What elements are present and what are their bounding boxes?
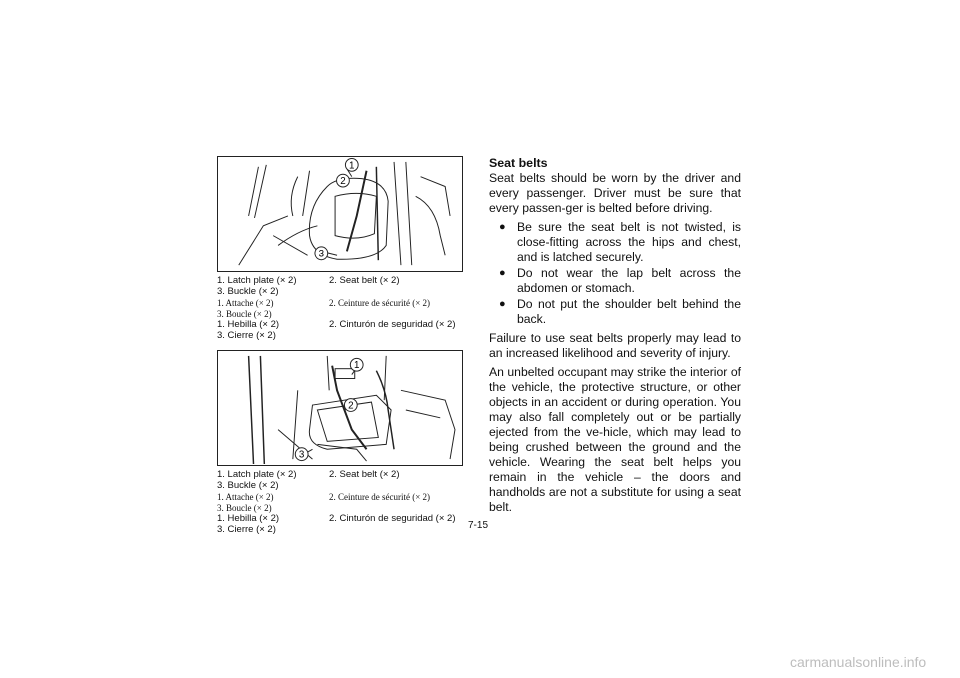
warning-list (489, 220, 741, 327)
caption-item (329, 503, 467, 514)
caption-item (329, 331, 467, 342)
caption-item: 2. Ceinture de sécurité (× 2) (329, 298, 431, 308)
caption-item: 3. Cierre (× 2) (217, 523, 276, 535)
caption-item: 2. Seat belt (× 2) (329, 469, 400, 480)
caption-item (329, 287, 467, 298)
caption-item: 2. Seat belt (× 2) (329, 275, 400, 286)
caption-item: 1. Attache (× 2) (217, 492, 274, 502)
list-item: ● Do not wear the lap belt across the abdomen or stomach. (489, 266, 741, 296)
figure-1-illustration (217, 156, 463, 272)
figure-2-caption-es (217, 514, 467, 535)
seat-belt-illustration-2 (218, 351, 462, 465)
watermark: carmanualsonline.info (790, 654, 927, 670)
caption-item: 2. Ceinture de sécurité (× 2) (329, 492, 431, 502)
section-heading: Seat belts (489, 156, 548, 170)
callout-3: 3 (298, 449, 305, 461)
callout-2: 2 (348, 400, 354, 412)
caption-item: 3. Boucle (× 2) (217, 502, 272, 513)
caption-item: 2. Cinturón de seguridad (× 2) (329, 513, 456, 524)
caption-item: 3. Cierre (× 2) (217, 329, 276, 341)
caption-item: 2. Cinturón de seguridad (× 2) (329, 319, 456, 330)
caption-item: 1. Attache (× 2) (217, 298, 274, 308)
unbelted-paragraph: An unbelted occupant may strike the interior of the vehicle, the protective structure, or other objects in an accident or during operation. You may also fall completely out or be partially ejected from the ve-hicle, which may lead to being crushed between the ground and the vehicle. Wearing the seat belt helps you remain in the vehicle – the doors and handholds are not a substitute for using a seat belt. (489, 365, 741, 514)
intro-paragraph: Seat belts should be worn by the driver and every passenger. Driver must be sure that every passen-ger is belted before driving. (489, 171, 741, 215)
caption-item: 1. Latch plate (× 2) (217, 469, 297, 480)
figure-1-caption-es (217, 320, 467, 341)
seat-belts-section (489, 156, 741, 519)
bullet-icon: ● (499, 298, 506, 310)
figure-2-illustration (217, 350, 463, 466)
callout-3: 3 (318, 248, 325, 260)
bullet-icon: ● (499, 267, 506, 279)
caption-item (329, 309, 467, 320)
figure-1-callouts (315, 158, 358, 259)
page-number: 7-15 (468, 520, 489, 531)
list-item: ● Be sure the seat belt is not twisted, is close-fitting across the hips and chest, and is latched securely. (489, 220, 741, 265)
caption-item: 1. Latch plate (× 2) (217, 275, 297, 286)
caption-item: 3. Buckle (× 2) (217, 285, 279, 297)
caption-item (329, 481, 467, 492)
caption-item: 1. Hebilla (× 2) (217, 513, 280, 524)
callout-2: 2 (340, 176, 346, 188)
figure-1-caption-fr (217, 298, 467, 319)
failure-paragraph: Failure to use seat belts properly may lead to an increased likelihood and severity of injury. (489, 331, 741, 360)
caption-item (329, 525, 467, 536)
callout-1: 1 (353, 360, 360, 372)
callout-1: 1 (349, 160, 355, 172)
caption-item: 1. Hebilla (× 2) (217, 319, 280, 330)
figure-2-caption-fr (217, 492, 467, 513)
seat-belt-illustration-1 (218, 157, 462, 271)
figure-2-caption-en (217, 470, 467, 491)
list-item: ● Do not put the shoulder belt behind the back. (489, 297, 741, 327)
bullet-icon: ● (499, 221, 506, 233)
caption-item: 3. Boucle (× 2) (217, 308, 272, 319)
caption-item: 3. Buckle (× 2) (217, 479, 279, 491)
figure-1-caption-en (217, 276, 467, 297)
